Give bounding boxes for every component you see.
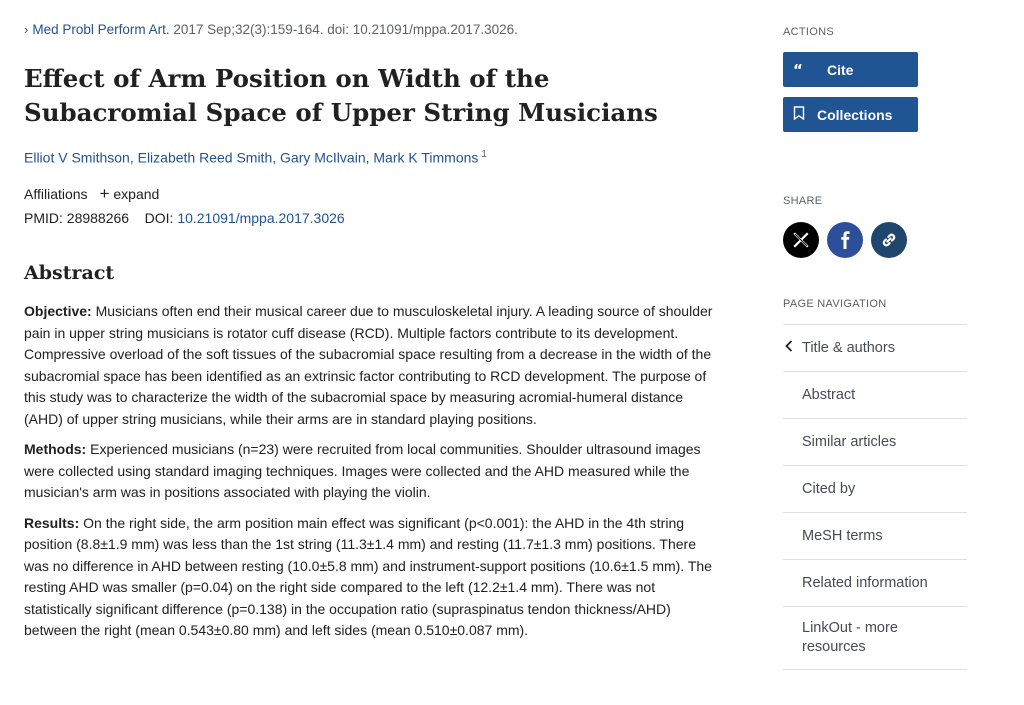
pmid-value: 28988266 xyxy=(66,210,130,226)
author-link[interactable]: Mark K Timmons xyxy=(373,149,479,166)
page-navigation-label: PAGE NAVIGATION xyxy=(783,298,887,310)
author-link[interactable]: Elliot V Smithson xyxy=(24,149,130,166)
abstract-body xyxy=(24,301,724,651)
citation-line xyxy=(24,22,518,37)
collections-button[interactable]: Collections xyxy=(783,97,918,132)
nav-item-cited-by[interactable]: Cited by xyxy=(783,465,967,512)
affiliation-superscript[interactable]: 1 xyxy=(481,149,487,160)
abstract-results: Results: On the right side, the arm position main effect was significant (p<0.001): the AHD in the 4th string position (8.8±1.9 mm) was less than the 1st string (11.3±1.4 mm) and resting (11.7±1.3 mm) positions. There was no difference in AHD between resting (10.0±5.8 mm) and instrument-support positions (10.6±1.5 mm). The resting AHD was smaller (p=0.04) on the right side compared to the left (12.2±1.4 mm). There was not statistically significant difference (p=0.138) in the occupation ratio (supraspinatus tendon thickness/AHD) between the right (mean 0.543±0.80 mm) and left sides (mean 0.510±0.087 mm). xyxy=(24,514,712,638)
abstract-heading: Abstract xyxy=(24,262,115,284)
copy-link-button[interactable] xyxy=(871,222,907,258)
abstract-objective: Objective: Musicians often end their musical career due to musculoskeletal injury. A leading source of shoulder pain in upper string musicians is rotator cuff disease (RCD). Multiple factors contribute to its development. Compressive overload of the soft tissues of the subacromial space resulting from a decrease in the width of the subacromial space has been identified as an extrinsic factor contributing to RCD development. The purpose of this study was to characterize the width of the subacromial space by measuring acromial-humeral distance (AHD) of upper string musicians, while their arms are in standard playing positions. xyxy=(24,303,713,427)
author-link[interactable]: Elizabeth Reed Smith xyxy=(137,149,273,166)
facebook-share-button[interactable] xyxy=(827,222,863,258)
affiliations-row xyxy=(24,184,159,204)
cite-button[interactable]: “ Cite xyxy=(783,52,918,87)
plus-icon: + xyxy=(99,184,110,203)
chevron-left-icon xyxy=(785,340,793,356)
facebook-icon xyxy=(838,231,852,249)
nav-item-similar-articles[interactable]: Similar articles xyxy=(783,418,967,465)
identifiers-row: PMID: 28988266 DOI: 10.21091/mppa.2017.3026 xyxy=(24,210,345,226)
quote-icon: “ xyxy=(793,60,803,79)
actions-label: ACTIONS xyxy=(783,26,834,38)
authors-list: Elliot V Smithson, Elizabeth Reed Smith, Gary McIlvain, Mark K Timmons $^1$ xyxy=(24,149,487,166)
author-link[interactable]: Gary McIlvain xyxy=(280,149,366,166)
nav-item-title-authors[interactable]: Title & authors xyxy=(783,324,967,371)
nav-item-mesh-terms[interactable]: MeSH terms xyxy=(783,512,967,559)
expand-affiliations-button[interactable]: + expand xyxy=(99,184,160,203)
affiliations-label: Affiliations xyxy=(24,186,88,202)
article-title: Effect of Arm Position on Width of the Subacromial Space of Upper String Musicians xyxy=(24,64,658,127)
nav-item-linkout[interactable]: LinkOut - more resources xyxy=(783,606,967,670)
journal-link[interactable]: Med Probl Perform Art. xyxy=(32,22,170,37)
page-navigation xyxy=(783,324,967,670)
share-label: SHARE xyxy=(783,195,823,207)
chevron-right-icon[interactable]: › xyxy=(24,22,29,37)
nav-item-related-information[interactable]: Related information xyxy=(783,559,967,606)
x-logo-icon xyxy=(793,232,809,248)
doi-link[interactable]: 10.21091/mppa.2017.3026 xyxy=(177,210,345,226)
link-icon xyxy=(880,231,898,249)
bookmark-icon xyxy=(793,106,815,124)
x-twitter-share-button[interactable] xyxy=(783,222,819,258)
nav-item-abstract[interactable]: Abstract xyxy=(783,371,967,418)
citation-details: 2017 Sep;32(3):159-164. doi: 10.21091/mppa.2017.3026. xyxy=(169,22,518,37)
abstract-methods: Methods: Experienced musicians (n=23) were recruited from local communities. Shoulder ultrasound images were collected using standard imaging techniques. Images were collected and the AHD measured while the musician's arm was in positions associated with playing the violin. xyxy=(24,441,701,500)
share-buttons xyxy=(783,222,907,258)
